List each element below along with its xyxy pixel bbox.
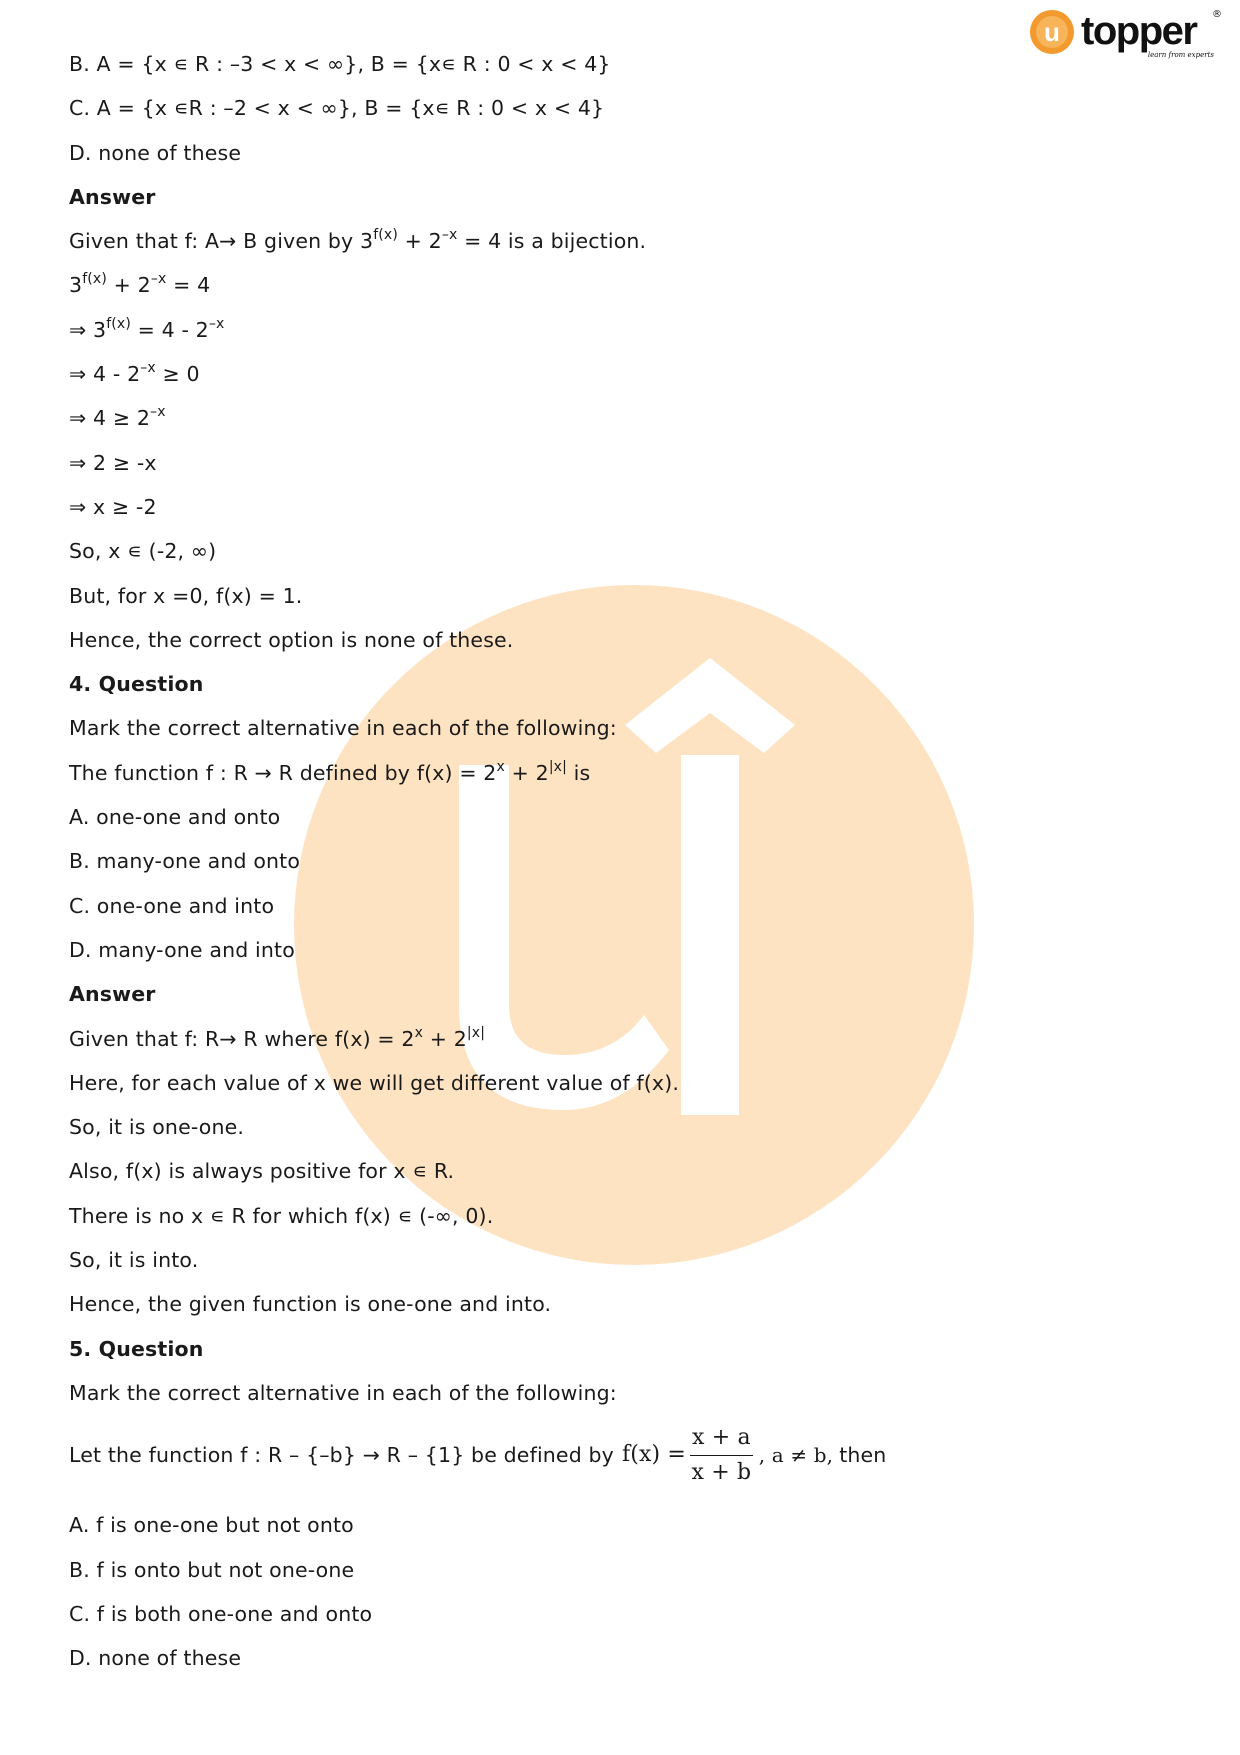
superscript: x (496, 758, 505, 775)
text-line: Hence, the given function is one-one and into. (69, 1292, 552, 1317)
text-line: A. one-one and onto (69, 805, 281, 830)
section-heading: Answer (69, 184, 156, 209)
text-line: Here, for each value of x we will get different value of f(x). (69, 1070, 680, 1095)
question-text-with-fraction (69, 1423, 1169, 1487)
topper-logo (1028, 4, 1228, 66)
formula-lhs: f(x) = (621, 1442, 687, 1468)
text-line: B. many-one and onto (69, 849, 301, 874)
question-text-end: then (839, 1443, 887, 1468)
section-heading: 4. Question (69, 672, 204, 697)
superscript: –x (208, 315, 225, 332)
text-line: ⇒ x ≥ -2 (69, 494, 157, 519)
text-line: D. none of these (69, 1646, 242, 1671)
text-line: Mark the correct alternative in each of the following: (69, 716, 617, 741)
text-line: D. none of these (69, 140, 242, 165)
formula-condition: , a ≠ b, (758, 1443, 834, 1468)
superscript: –x (150, 271, 167, 288)
fraction-denominator: x + b (691, 1459, 752, 1485)
superscript: –x (441, 227, 458, 244)
superscript: –x (140, 360, 156, 377)
superscript: f(x) (106, 315, 131, 332)
text-line: Given that f: R→ R where $f(x) = 2^x + 2^{|x|}$ (69, 1024, 486, 1051)
text-line: C. A = {x ∊R : –2 < x < ∞}, B = {x∊ R : 0 < x < 4} (69, 96, 605, 121)
section-heading: Answer (69, 982, 156, 1007)
superscript: f(x) (373, 227, 398, 244)
superscript: –x (150, 404, 166, 421)
text-line: Mark the correct alternative in each of the following: (69, 1380, 617, 1405)
fraction-numerator: x + a (690, 1424, 753, 1456)
text-line: B. A = {x ∊ R : –3 < x < ∞}, B = {x∊ R : 0 < x < 4} (69, 52, 611, 76)
text-line: The function f : R → R defined by $f(x) = 2^x + 2^{|x|}$ is (69, 758, 591, 785)
solution-document (69, 50, 1169, 1688)
text-line: But, for x =0, f(x) = 1. (69, 583, 303, 608)
superscript: x (414, 1024, 424, 1041)
text-line: B. f is onto but not one-one (69, 1557, 355, 1582)
text-line: Given that f: A→ B given by $3^{f(x)} + 2^{-x} = 4$ is a bijection. (69, 227, 647, 254)
text-line: There is no x ∊ R for which f(x) ∊ (-∞, 0). (69, 1203, 494, 1228)
text-line: ⇒ 2 ≥ -x (69, 450, 157, 475)
text-line: ⇒ $3^{f(x)} = 4 - 2^{-x}$ (69, 315, 225, 342)
text-line: C. f is both one-one and onto (69, 1601, 373, 1626)
logo-wordmark: topper (1081, 9, 1197, 53)
logo-registered: ® (1212, 9, 1222, 20)
superscript: |x| (548, 758, 567, 775)
text-line: ⇒ $4 \ge 2^{-x}$ (69, 404, 166, 431)
question-text: Let the function f : R – {–b} → R – {1} be defined by (69, 1443, 614, 1468)
section-heading: 5. Question (69, 1336, 204, 1361)
fraction-formula (622, 1424, 833, 1487)
text-line: C. one-one and into (69, 893, 275, 918)
text-line: ⇒ $4 - 2^{-x} \ge 0$ (69, 360, 200, 387)
logo-tagline: learn from experts (1147, 51, 1214, 59)
text-line: $3^{f(x)} + 2^{-x} = 4$ (69, 271, 211, 298)
text-line: So, x ∊ (-2, ∞) (69, 539, 217, 564)
fraction (690, 1424, 753, 1487)
superscript: |x| (466, 1024, 486, 1041)
text-line: Also, f(x) is always positive for x ∊ R. (69, 1159, 455, 1184)
text-line: Hence, the correct option is none of these. (69, 627, 514, 652)
text-line: So, it is into. (69, 1248, 199, 1273)
superscript: f(x) (82, 271, 107, 288)
text-line: A. f is one-one but not onto (69, 1513, 354, 1538)
logo-mark: u (1044, 17, 1060, 47)
text-line: So, it is one-one. (69, 1115, 245, 1140)
text-line: D. many-one and into (69, 937, 295, 962)
